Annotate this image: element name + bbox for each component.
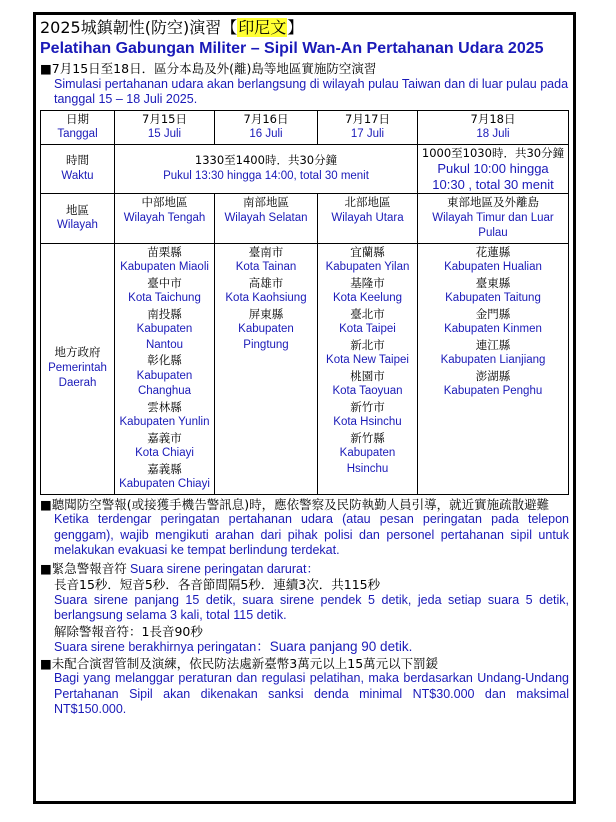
time-label-zh: 時間 [66,153,89,168]
gov-id: Kabupaten Changhua [136,369,193,397]
date-id: 18 Juli [476,128,510,140]
region-cell [115,194,215,244]
title-zh [40,18,569,38]
gov-label-cell [41,243,115,494]
intro-zh: ■7月15日至18日．區分本島及外(離)島等地區實施防空演習 [40,61,377,76]
date-row [41,110,569,144]
gov-id: Kabupaten Chiayi [119,478,210,490]
gov-zh: 新竹縣 [350,430,385,445]
gov-zh: 嘉義市 [147,430,182,445]
region-row [41,194,569,244]
gov-cell-east [418,243,569,494]
gov-zh: 嘉義縣 [147,461,182,476]
gov-label-id: Pemerintah Daerah [48,361,107,390]
gov-cell-central [115,243,215,494]
gov-id: Kabupaten Miaoli [120,261,209,273]
gov-zh: 基隆市 [350,275,385,290]
gov-id: Kota Taipei [339,323,396,335]
gov-id: Kabupaten Yunlin [119,416,210,428]
gov-id: Kabupaten Hualian [444,261,542,273]
region-id: Wilayah Timur dan Luar Pulau [432,211,554,239]
gov-zh: 連江縣 [475,337,511,352]
date-zh: 7月17日 [345,111,390,126]
date-zh: 7月15日 [142,111,187,126]
gov-zh: 臺北市 [350,306,385,321]
siren-detail-zh: 長音15秒．短音5秒．各音節間隔5秒．連續3次．共115秒 [54,577,381,592]
gov-label-zh: 地方政府 [54,345,101,360]
government-row [41,243,569,494]
intro-id: Simulasi pertahanan udara akan berlangsung di wilayah pulau Taiwan dan di luar pulau pada tanggal 15 – 18 Juli 2025. [54,76,569,106]
gov-zh: 新竹市 [350,399,385,414]
penalty-zh: ■未配合演習管制及演練，依民防法處新臺幣3萬元以上15萬元以下罰鍰 [40,655,439,671]
date-cell [418,110,569,144]
region-zh: 中部地區 [141,195,188,209]
clear-id [40,639,569,656]
region-label-cell [41,194,115,244]
gov-id: Kabupaten Yilan [325,261,410,273]
poster-frame [33,12,576,804]
gov-id: Kabupaten Penghu [443,385,543,397]
region-cell [318,194,418,244]
siren-id-label: Suara sirene peringatan darurat： [129,561,319,576]
time-main-cell [115,144,418,194]
gov-zh: 臺南市 [248,244,284,259]
time-last-cell [418,144,569,194]
date-cell [115,110,215,144]
date-header-zh: 日期 [66,111,89,126]
region-zh: 東部地區及外離島 [447,195,539,209]
date-cell [215,110,318,144]
gov-id: Kota New Taipei [326,354,409,366]
region-zh: 南部地區 [243,195,289,209]
gov-id: Kabupaten Taitung [445,292,541,304]
siren-detail-id: Suara sirene panjang 15 detik, suara sirene pendek 5 detik, jeda setiap suara 5 detik, berlangsung selama 3 kali, total 115 detik. [54,592,569,622]
gov-zh: 宜蘭縣 [350,244,385,259]
gov-zh: 臺中市 [147,275,182,290]
region-id: Wilayah Selatan [224,211,308,224]
title-zh-suffix: 】 [287,18,304,37]
time-label-id: Waktu [61,169,94,182]
region-id: Wilayah Utara [331,211,404,224]
gov-zh: 新北市 [350,337,385,352]
time-main-zh: 1330至1400時．共30分鐘 [194,153,338,168]
gov-zh: 花蓮縣 [475,244,511,259]
alert-zh: ■聽聞防空警報(或接獲手機告警訊息)時，應依警察及民防執勤人員引導，就近實施疏散避難 [40,496,550,512]
region-zh: 北部地區 [344,195,391,209]
siren-heading [40,561,569,578]
gov-zh: 高雄市 [248,275,284,290]
alert-id: Ketika terdengar peringatan pertahanan udara (atau pesan peringatan pada telepon genggam), wajib mengikuti arahan dari pihak polisi dan personel pertahanan sipil untuk melakukan evakuasi ke tempat berlindung terdekat. [54,512,569,557]
time-main-id: Pukul 13:30 hingga 14:00, total 30 menit [163,169,369,182]
date-header-cell [41,110,115,144]
gov-zh: 澎湖縣 [475,368,511,383]
region-label-id: Wilayah [57,219,98,232]
date-header-id: Tanggal [57,128,98,140]
gov-id: Kota Tainan [235,261,297,273]
title-id: Pelatihan Gabungan Militer – Sipil Wan-An Pertahanan Udara 2025 [40,40,544,57]
schedule-table [40,110,569,495]
gov-cell-south [215,243,318,494]
gov-zh: 屏東縣 [248,306,284,321]
gov-zh: 彰化縣 [147,353,182,367]
gov-id: Kabupaten Pingtung [238,323,294,351]
date-id: 15 Juli [147,128,182,140]
date-cell [318,110,418,144]
gov-zh: 南投縣 [147,306,182,321]
siren-zh: ■緊急警報音符 [40,560,127,576]
gov-id: Kota Hsinchu [333,416,402,428]
gov-id: Kota Kaohsiung [225,292,307,304]
gov-id: Kota Chiayi [135,447,194,459]
poster-content [40,18,569,718]
gov-zh: 臺東縣 [475,275,511,290]
title-zh-prefix: 2025城鎮韌性(防空)演習【 [40,18,238,37]
gov-id: Kabupaten Kinmen [444,323,542,335]
region-id: Wilayah Tengah [123,211,206,224]
clear-id-label: Suara sirene berakhirnya peringatan [54,640,257,654]
gov-id: Kota Keelung [332,292,403,304]
date-zh: 7月18日 [470,111,516,126]
penalty-id: Bagi yang melanggar peraturan dan regulasi pelatihan, maka berdasarkan Undang-Undang Pertahanan Sipil akan dikenakan sanksi denda minimal NT$30.000 dan maksimal NT$150.000. [54,671,569,716]
gov-zh: 桃園市 [350,368,385,383]
gov-id: Kabupaten Lianjiang [440,354,546,366]
region-label-zh: 地區 [66,202,89,217]
gov-id: Kota Taichung [128,292,201,304]
region-cell [418,194,569,244]
time-row [41,144,569,194]
region-cell [215,194,318,244]
date-zh: 7月16日 [243,111,289,126]
gov-zh: 苗栗縣 [147,244,182,259]
title-language-highlight: 印尼文 [238,18,287,37]
gov-zh: 金門縣 [475,306,511,321]
gov-id: Kabupaten Hsinchu [339,447,396,475]
time-label-cell [41,144,115,194]
time-last-id: Pukul 10:00 hingga 10:30 , total 30 menit [432,161,554,192]
gov-zh: 雲林縣 [147,399,182,414]
clear-id-value: ：Suara panjang 90 detik. [256,639,413,654]
gov-cell-north [318,243,418,494]
gov-id: Kota Taoyuan [332,385,403,397]
gov-id: Kabupaten Nantou [136,323,193,351]
date-id: 16 Juli [249,128,283,140]
time-last-zh: 1000至1030時．共30分鐘 [421,145,565,160]
clear-zh: 解除警報音符：1長音90秒 [54,623,203,639]
date-id: 17 Juli [350,128,385,140]
